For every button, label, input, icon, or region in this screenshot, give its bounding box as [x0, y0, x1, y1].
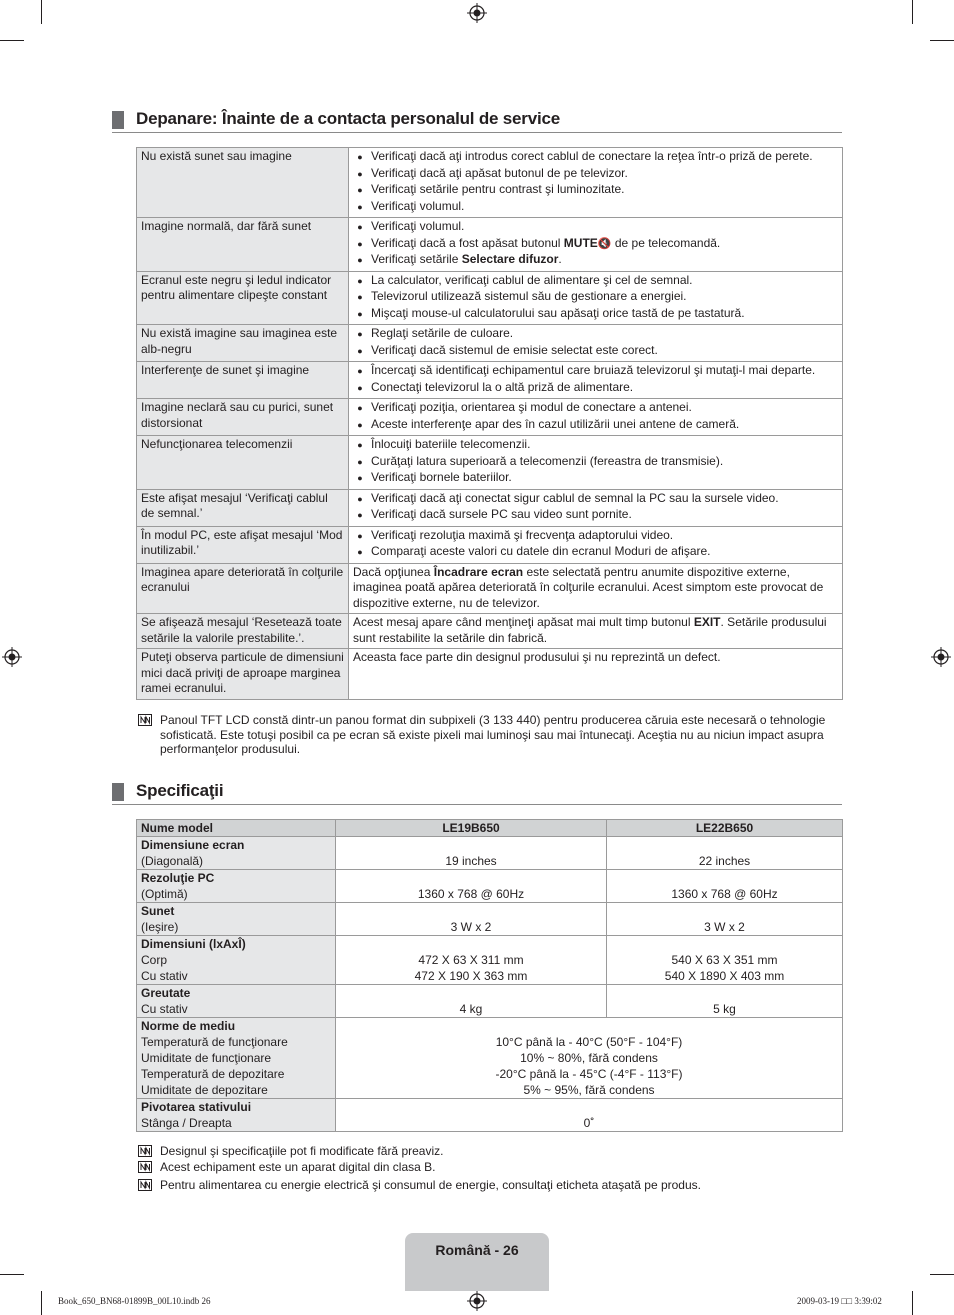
text: Reglaţi setările de culoare.: [371, 326, 514, 340]
text: Verificaţi setările pentru contrast şi luminozitate.: [371, 182, 625, 196]
spec-value: 3 W x 2: [704, 920, 745, 934]
crop-mark: [0, 1274, 24, 1275]
troubleshooting-row: [137, 271, 843, 325]
bold-text: Încadrare ecran: [433, 564, 524, 579]
spec-value-le22: [607, 837, 843, 870]
text: este selectată pentru anumite dispozitive externe, imaginea poată apărea deteriorată în colţurile ecranului. Acest simptom este provocat de dispozitive externe, nu de televizor.: [353, 564, 824, 610]
spec-row: [137, 985, 843, 1018]
bullet-text: [371, 470, 512, 486]
spec-value: 3 W x 2: [450, 920, 492, 934]
spec-sublabel: Umiditate de depozitare: [141, 1083, 268, 1097]
spec-row: [137, 1099, 843, 1132]
spec-sublabel: (Diagonală): [141, 854, 204, 868]
spec-value: 472 X 190 X 363 mm: [414, 969, 528, 983]
text: .: [558, 252, 562, 266]
bullet-text: [371, 326, 513, 342]
text: Verificaţi poziţia, orientarea şi modul de conectare a antenei.: [371, 400, 692, 414]
spec-row: [137, 837, 843, 870]
spec-note-text: Designul şi specificaţiile pot fi modificate fără preaviz.: [160, 1144, 444, 1158]
spec-value-le19: [336, 903, 607, 936]
bullet-icon: ●: [357, 168, 363, 179]
spec-label-cell: [137, 903, 336, 936]
bullet-item: [349, 400, 838, 417]
bullet-text: [371, 199, 464, 215]
spec-sublabel: Corp: [141, 953, 168, 967]
registration-mark-icon: [467, 3, 487, 23]
spec-row: [137, 870, 843, 903]
problem-cell: Este afişat mesajul ‘Verificaţi cablul de semnal.’: [137, 489, 349, 526]
spec-value: 540 X 1890 X 403 mm: [664, 969, 785, 983]
spec-sublabel: Cu stativ: [141, 969, 188, 983]
text: . Setările produsului sunt restabilite la setările din fabrică.: [353, 615, 827, 645]
bullet-icon: ●: [357, 255, 363, 265]
bullet-icon: ●: [357, 308, 363, 319]
solution-cell: [349, 489, 843, 526]
bullet-item: [349, 470, 838, 487]
spec-value: 22 inches: [698, 854, 751, 868]
problem-cell: Imagine neclară sau cu purici, sunet distorsionat: [137, 399, 349, 436]
solution-cell: [349, 325, 843, 362]
bullet-icon: ●: [357, 473, 363, 483]
bullet-text: [371, 219, 464, 235]
page-label: Română - 26: [435, 1242, 519, 1258]
spec-note: [138, 1144, 443, 1159]
specs-header-row: [137, 820, 843, 837]
specs-header-le19: LE19B650: [336, 820, 607, 837]
bullet-text: [371, 343, 658, 359]
bullet-item: [349, 380, 838, 397]
specs-table: [136, 819, 843, 1132]
bullet-text: [371, 363, 815, 379]
bullet-icon: ●: [357, 366, 363, 376]
page-number-tab: [405, 1233, 549, 1291]
bullet-icon: ●: [357, 510, 363, 520]
spec-sublabel: (Optimă): [141, 887, 188, 901]
bullet-text: [371, 166, 628, 182]
date-slug: 2009-03-19 □□ 3:39:02: [797, 1296, 882, 1306]
bullet-text: [371, 273, 693, 289]
file-slug: Book_650_BN68-01899B_00L10.indb 26: [58, 1296, 211, 1306]
spec-value-le22: [607, 870, 843, 903]
solution-text: [349, 650, 838, 666]
text: Verificaţi dacă aţi conectat sigur cablul de semnal la PC sau la sursele video.: [371, 490, 779, 505]
spec-value-le19: [336, 985, 607, 1018]
bullet-item: [349, 491, 838, 508]
bullet-item: [349, 236, 838, 253]
bullet-icon: ●: [357, 382, 363, 393]
text: Televizorul utilizează sistemul său de gestionare a energiei.: [371, 289, 687, 303]
text: Aceste interferenţe apar des în cazul utilizării unei antene de cameră.: [371, 416, 740, 431]
spec-value: 5% ~ 95%, fără condens: [523, 1083, 655, 1097]
bullet-item: [349, 219, 838, 236]
crop-mark: [41, 1291, 42, 1315]
bullet-icon: ●: [357, 152, 363, 162]
bullet-item: [349, 149, 838, 166]
bullet-text: [371, 182, 624, 198]
bullet-item: [349, 166, 838, 183]
note-icon: [138, 1145, 152, 1157]
troubleshooting-row: [137, 218, 843, 272]
troubleshooting-heading: [112, 108, 842, 133]
spec-sublabel: (Ieşire): [141, 920, 179, 934]
mute-icon: 🔇: [597, 237, 612, 250]
crop-mark: [930, 1274, 954, 1275]
troubleshooting-title: Depanare: Înainte de a contacta personalul de service: [136, 109, 561, 128]
bullet-icon: ●: [357, 201, 363, 212]
bold-text: Selectare difuzor: [461, 252, 559, 266]
solution-cell: [349, 436, 843, 490]
bullet-text: [371, 236, 720, 253]
bullet-icon: ●: [357, 222, 363, 232]
bullet-item: [349, 454, 838, 471]
bullet-item: [349, 199, 838, 216]
spec-label-cell: [137, 936, 336, 985]
problem-cell: Interferenţe de sunet şi imagine: [137, 362, 349, 399]
bullet-icon: ●: [357, 530, 363, 541]
spec-value-le19: [336, 837, 607, 870]
spec-label: Dimensiune ecran: [141, 838, 245, 852]
bullet-icon: ●: [357, 440, 363, 450]
bullet-text: [371, 544, 711, 560]
solution-text: [349, 615, 838, 646]
bullet-icon: ●: [357, 292, 363, 302]
text: de pe telecomandă.: [611, 235, 721, 250]
problem-cell: În modul PC, este afişat mesajul ‘Mod inutilizabil.’: [137, 526, 349, 563]
bullet-item: [349, 182, 838, 199]
bullet-item: [349, 326, 838, 343]
bullet-item: [349, 289, 838, 306]
problem-cell: Puteţi observa particule de dimensiuni mici dacă priviţi de aproape marginea ramei ecranului.: [137, 649, 349, 700]
text: Mişcaţi mouse-ul calculatorului sau apăsaţi orice tastă de pe tastatură.: [371, 305, 745, 320]
bullet-text: [371, 149, 813, 165]
bullet-text: [371, 400, 692, 416]
text: Verificaţi dacă sistemul de emisie selectat este corect.: [371, 342, 658, 357]
spec-sublabel: Stânga / Dreapta: [141, 1116, 232, 1130]
troubleshooting-row: [137, 563, 843, 614]
troubleshooting-row: [137, 325, 843, 362]
spec-label-cell: [137, 985, 336, 1018]
spec-value: 10% ~ 80%, fără condens: [520, 1051, 658, 1065]
spec-note: [138, 1160, 436, 1175]
spec-value-le19: [336, 936, 607, 985]
bullet-item: [349, 507, 838, 524]
spec-value: 0˚: [583, 1116, 595, 1130]
spec-note: [138, 1178, 701, 1193]
spec-label: Sunet: [141, 904, 175, 918]
bullet-icon: ●: [357, 238, 363, 249]
spec-value: 10°C până la - 40°C (50°F - 104°F): [495, 1035, 683, 1049]
spec-note-text: Pentru alimentarea cu energie electrică şi consumul de energie, consultaţi eticheta ataşată pe produs.: [160, 1178, 701, 1192]
bullet-item: [349, 528, 838, 545]
bullet-icon: ●: [357, 547, 363, 557]
bullet-text: [371, 306, 745, 322]
registration-mark-icon: [931, 647, 951, 667]
problem-cell: Nefuncţionarea telecomenzii: [137, 436, 349, 490]
spec-row: [137, 936, 843, 985]
text: Înlocuiţi bateriile telecomenzii.: [371, 437, 531, 451]
problem-cell: Imagine normală, dar fără sunet: [137, 218, 349, 272]
troubleshooting-row: [137, 436, 843, 490]
text: Acest mesaj apare când menţineţi apăsat mai mult timp butonul: [353, 615, 694, 629]
note-icon: [138, 1161, 152, 1173]
crop-mark: [912, 1291, 913, 1315]
spec-value-le22: [607, 936, 843, 985]
spec-value-shared: [336, 1099, 843, 1132]
text: Dacă opţiunea: [353, 564, 434, 579]
spec-label-cell: [137, 1099, 336, 1132]
tft-note: [138, 713, 838, 757]
solution-cell: [349, 649, 843, 700]
text: Verificaţi setările: [371, 252, 462, 266]
text: Verificaţi dacă sursele PC sau video sunt pornite.: [371, 507, 632, 521]
note-icon: [138, 714, 152, 726]
bullet-icon: ●: [357, 345, 363, 356]
bullet-item: [349, 306, 838, 323]
spec-sublabel: Temperatură de depozitare: [141, 1067, 285, 1081]
problem-cell: Nu există sunet sau imagine: [137, 148, 349, 218]
solution-cell: [349, 563, 843, 614]
bullet-item: [349, 252, 838, 269]
spec-value: 5 kg: [713, 1002, 736, 1016]
bullet-text: [371, 252, 562, 268]
spec-value: 1360 x 768 @ 60Hz: [417, 887, 525, 901]
spec-value: 472 X 63 X 311 mm: [418, 953, 524, 967]
troubleshooting-row: [137, 526, 843, 563]
bullet-text: [371, 454, 723, 470]
bullet-text: [371, 289, 687, 305]
text: Conectaţi televizorul la o altă priză de alimentare.: [371, 379, 634, 394]
registration-mark-icon: [467, 1291, 487, 1311]
spec-value-le22: [607, 985, 843, 1018]
specs-header-le22: LE22B650: [607, 820, 843, 837]
specs-heading: [112, 780, 842, 805]
heading-bar: [112, 783, 124, 801]
bullet-icon: ●: [357, 329, 363, 339]
problem-cell: Ecranul este negru şi ledul indicator pentru alimentare clipeşte constant: [137, 271, 349, 325]
bullet-icon: ●: [357, 275, 363, 286]
specs-header-model: Nume model: [137, 820, 336, 837]
text: Aceasta face parte din designul produsului şi nu reprezintă un defect.: [353, 650, 721, 664]
text: Încercaţi să identificaţi echipamentul care bruiază televizorul şi mutaţi-l mai departe.: [371, 363, 816, 377]
solution-cell: [349, 218, 843, 272]
spec-label: Greutate: [141, 986, 191, 1000]
spec-label-cell: [137, 1018, 336, 1099]
bullet-text: [371, 380, 633, 396]
crop-mark: [0, 40, 24, 41]
spec-row: [137, 1018, 843, 1099]
troubleshooting-row: [137, 614, 843, 649]
crop-mark: [930, 40, 954, 41]
spec-value-le22: [607, 903, 843, 936]
bullet-icon: ●: [357, 419, 363, 430]
registration-mark-icon: [2, 647, 22, 667]
text: Verificaţi dacă aţi apăsat butonul de pe televizor.: [371, 165, 628, 180]
spec-row: [137, 903, 843, 936]
spec-value: 540 X 63 X 351 mm: [671, 953, 778, 967]
tft-note-text: Panoul TFT LCD constă dintr-un panou format din subpixeli (3 133 440) pentru producerea căruia este necesară o tehnologie sofisticată. Este totuşi posibil ca pe ecran să existe pixeli mai luminoşi sau mai întunecaţi. Aceştia nu au niciun impact asupra performanţelor produsului.: [160, 713, 826, 756]
text: Verificaţi volumul.: [371, 219, 465, 233]
text: La calculator, verificaţi cablul de alimentare şi cel de semnal.: [371, 272, 693, 287]
troubleshooting-row: [137, 148, 843, 218]
spec-label: Pivotarea stativului: [141, 1100, 252, 1114]
troubleshooting-row: [137, 649, 843, 700]
spec-label-cell: [137, 870, 336, 903]
bullet-item: [349, 273, 838, 290]
solution-cell: [349, 614, 843, 649]
bullet-icon: ●: [357, 185, 363, 195]
spec-label: Norme de mediu: [141, 1019, 236, 1033]
bullet-item: [349, 363, 838, 380]
troubleshooting-row: [137, 489, 843, 526]
solution-cell: [349, 399, 843, 436]
problem-cell: Nu există imagine sau imaginea este alb-negru: [137, 325, 349, 362]
spec-value-shared: [336, 1018, 843, 1099]
solution-cell: [349, 362, 843, 399]
text: Curăţaţi latura superioară a telecomenzii (fereastra de transmisie).: [371, 453, 724, 468]
crop-mark: [912, 0, 913, 24]
spec-value: -20°C până la - 45°C (-4°F - 113°F): [495, 1067, 683, 1081]
spec-value-le19: [336, 870, 607, 903]
bullet-item: [349, 343, 838, 360]
spec-sublabel: Cu stativ: [141, 1002, 188, 1016]
specs-title: Specificaţii: [136, 781, 224, 800]
bold-text: EXIT: [693, 615, 721, 629]
bullet-text: [371, 491, 779, 507]
bullet-text: [371, 528, 673, 544]
solution-cell: [349, 271, 843, 325]
bullet-text: [371, 507, 632, 523]
spec-value: 1360 x 768 @ 60Hz: [671, 887, 778, 901]
troubleshooting-row: [137, 362, 843, 399]
bullet-text: [371, 417, 739, 433]
heading-bar: [112, 111, 124, 129]
bold-text: MUTE: [563, 235, 598, 250]
troubleshooting-row: [137, 399, 843, 436]
spec-label: Dimensiuni (lxAxÎ): [141, 937, 246, 951]
spec-label-cell: [137, 837, 336, 870]
spec-note-text: Acest echipament este un aparat digital din clasa B.: [160, 1160, 436, 1174]
solution-cell: [349, 526, 843, 563]
bullet-item: [349, 544, 838, 561]
solution-cell: [349, 148, 843, 218]
bullet-icon: ●: [357, 403, 363, 413]
text: Verificaţi dacă aţi introdus corect cablul de conectare la reţea într-o priză de perete.: [371, 149, 813, 163]
spec-value: 19 inches: [445, 854, 497, 868]
spec-sublabel: Temperatură de funcţionare: [141, 1035, 288, 1049]
spec-label: Rezoluţie PC: [141, 871, 215, 885]
text: Verificaţi rezoluţia maximă şi frecvenţa adaptorului video.: [371, 527, 674, 542]
text: Verificaţi dacă a fost apăsat butonul: [371, 235, 564, 250]
text: Verificaţi volumul.: [371, 198, 465, 213]
spec-sublabel: Umiditate de funcţionare: [141, 1051, 272, 1065]
solution-text: [349, 565, 838, 612]
note-icon: [138, 1179, 152, 1191]
crop-mark: [41, 0, 42, 24]
bullet-text: [371, 437, 530, 453]
problem-cell: Se afişează mesajul ‘Resetează toate setările la valorile prestabilite.’.: [137, 614, 349, 649]
troubleshooting-table: [136, 147, 843, 700]
bullet-item: [349, 417, 838, 434]
problem-cell: Imaginea apare deteriorată în colţurile ecranului: [137, 563, 349, 614]
spec-value: 4 kg: [459, 1002, 483, 1016]
text: Verificaţi bornele bateriilor.: [371, 470, 512, 484]
bullet-item: [349, 437, 838, 454]
text: Comparaţi aceste valori cu datele din ecranul Moduri de afişare.: [371, 544, 711, 558]
bullet-icon: ●: [357, 456, 363, 467]
bullet-icon: ●: [357, 493, 363, 504]
